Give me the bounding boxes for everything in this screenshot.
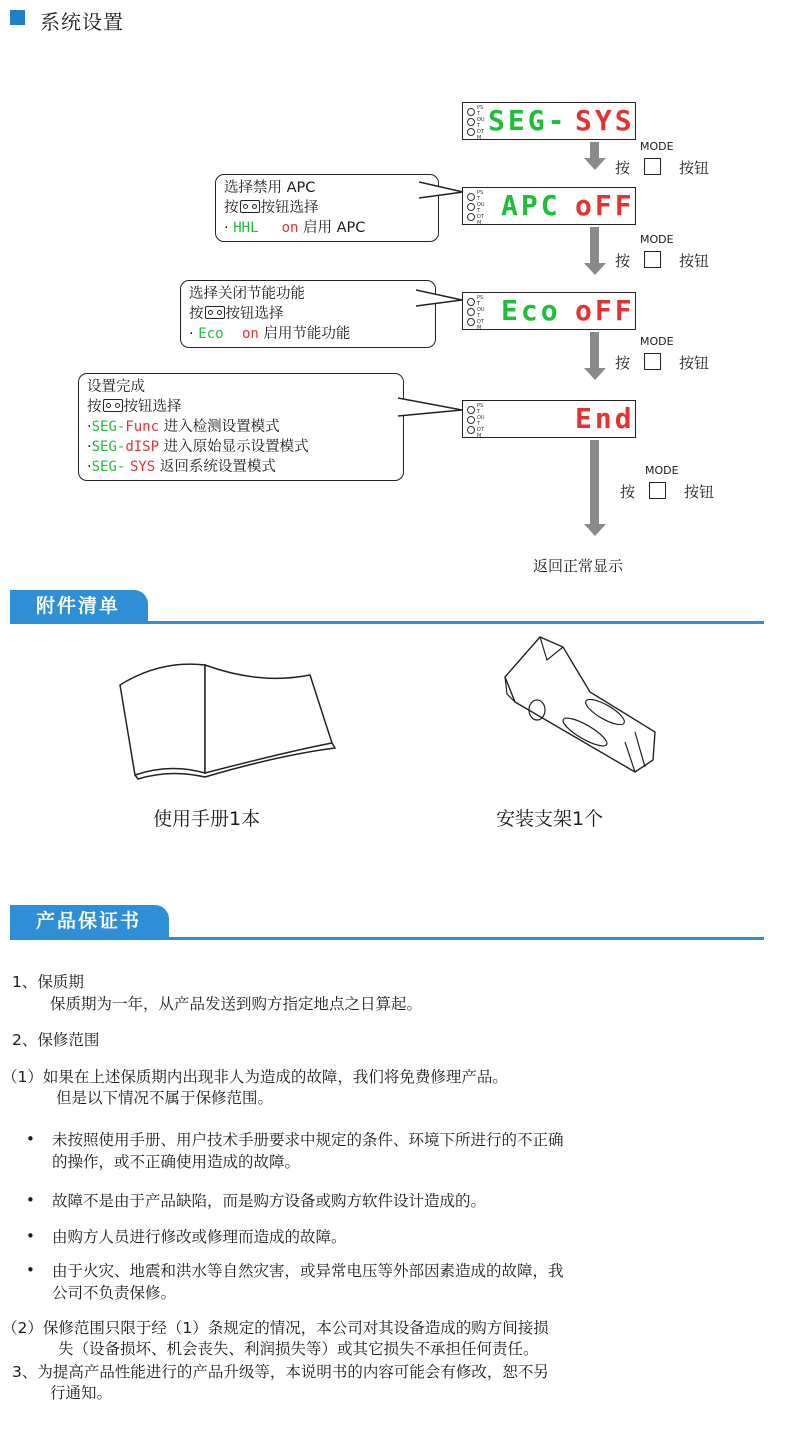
button-label: 按钮 [679,252,710,270]
warranty-bullet1-line2: 的操作，或不正确使用造成的故障。 [52,1153,301,1171]
select-label: 按钮选择 [225,306,284,322]
button-label: 按钮 [679,354,710,372]
indicator-leds [467,193,475,223]
panel-right-text: End [575,402,635,435]
section-marker [10,10,25,25]
warranty-bullet2: 故障不是由于产品缺陷，而是购方设备或购方软件设计造成的。 [52,1192,487,1210]
button-label: 按钮 [684,483,715,501]
seg-on-text: on [281,220,299,236]
option-label: 进入原始显示设置模式 [163,439,309,455]
press-label: 按 [87,399,102,415]
mode-label: MODE [645,464,679,477]
press-label: 按 [615,252,631,270]
press-mode-instruction [615,233,710,271]
indicator-leds [467,108,475,138]
manual-book-icon [110,655,340,780]
section-divider [10,937,764,940]
press-label: 按 [620,483,636,501]
option-label: 返回系统设置模式 [159,459,276,475]
bracket-caption: 安装支架1个 [496,808,604,830]
display-panel-eco-off [462,292,636,330]
section-title: 系统设置 [40,10,124,34]
led-labels: PST OUT DTM [477,105,485,141]
indicator-leds [467,298,475,328]
bullet-icon: • [26,1227,35,1245]
option-label: 进入检测设置模式 [163,419,280,435]
callout-title: 设置完成 [87,379,145,395]
bullet-icon: • [26,1191,35,1209]
seg-text: Eco [198,326,224,342]
return-normal-display: 返回正常显示 [533,557,624,575]
manual-caption: 使用手册1本 [153,808,261,830]
press-label: 按 [615,354,631,372]
callout-pointer [398,396,464,418]
display-panel-end [462,400,636,438]
display-panel-seg-sys [462,102,636,140]
updown-button-icon [205,306,225,319]
callout-apc: 选择禁用 APC 按 按钮选择 · HHL on 启用 APC [215,174,439,242]
panel-right-text: oFF [575,294,635,327]
warranty-p1-body: 保质期为一年，从产品发送到购方指定地点之日算起。 [50,995,423,1013]
seg-text: SEG- [91,459,126,475]
warranty-header: 产品保证书 [10,905,169,937]
callout-title: 选择关闭节能功能 [189,286,305,302]
warranty-p2-2-line2: 失（设备损坏、机会丧失、利润损失等）或其它损失不承担任何责任。 [58,1340,539,1358]
mode-button-icon [644,251,661,268]
panel-left-text: Eco [501,294,561,327]
led-labels: PST OUT DTM [477,403,485,439]
panel-right-text: SYS [575,104,635,137]
updown-button-icon [103,399,123,412]
panel-left-text: APC [501,189,561,222]
mode-label: MODE [640,140,674,153]
press-label: 按 [615,159,631,177]
press-label: 按 [189,306,204,322]
callout-end [78,373,404,481]
warranty-bullet3: 由购方人员进行修改或修理而造成的故障。 [52,1228,347,1246]
warranty-p2-1-line2: 但是以下情况不属于保修范围。 [56,1089,274,1107]
warranty-bullet4-line2: 公司不负责保修。 [52,1284,177,1302]
press-mode-instruction [615,140,710,178]
press-label: 按 [224,200,239,216]
press-mode-instruction [620,464,715,502]
led-labels: PST OUT DTM [477,295,485,331]
button-label: 按钮 [679,159,710,177]
seg-on-text: on [241,326,259,342]
option-disp: ·SEG-dISP 进入原始显示设置模式 [87,439,309,455]
mounting-bracket-icon [495,632,665,777]
panel-left-text: SEG- [488,104,568,137]
select-label: 按钮选择 [260,200,319,216]
warranty-p2-title: 2、保修范围 [12,1031,100,1049]
mode-button-icon [649,482,666,499]
seg-text: SEG- [91,419,126,435]
option-sys: ·SEG- SYS 返回系统设置模式 [87,459,276,475]
seg-text: SEG- [91,439,126,455]
warranty-bullet4-line1: 由于火灾、地震和洪水等自然灾害，或异常电压等外部因素造成的故障，我 [52,1262,564,1280]
seg-text: HHL [233,220,259,236]
callout-pointer [419,180,465,200]
callout-eco: 选择关闭节能功能 按 按钮选择 · Eco on 启用节能功能 [180,280,436,348]
warranty-p3-line1: 3、为提高产品性能进行的产品升级等，本说明书的内容可能会有修改，恕不另 [12,1363,549,1381]
warranty-p2-1-line1: （1）如果在上述保质期内出现非人为造成的故障，我们将免费修理产品。 [2,1068,508,1086]
mode-button-icon [644,158,661,175]
seg-text: dISP [125,439,160,455]
callout-pointer [416,288,464,308]
mode-label: MODE [640,233,674,246]
callout-option: 启用节能功能 [263,326,351,342]
updown-button-icon [240,200,260,213]
indicator-leds [467,406,475,436]
mode-button-icon [644,353,661,370]
select-label: 按钮选择 [123,399,182,415]
warranty-bullet1-line1: 未按照使用手册、用户技术手册要求中规定的条件、环境下所进行的不正确 [52,1131,564,1149]
panel-right-text: oFF [575,189,635,222]
mode-label: MODE [640,335,674,348]
display-panel-apc-off [462,187,636,225]
accessories-header: 附件清单 [10,590,148,622]
warranty-p1-title: 1、保质期 [12,973,84,991]
option-func: ·SEG-Func 进入检测设置模式 [87,419,280,435]
section-divider [10,621,764,624]
bullet-icon: • [26,1130,35,1148]
press-mode-instruction [615,335,710,373]
seg-text: Func [125,419,160,435]
warranty-p3-line2: 行通知。 [50,1384,113,1402]
warranty-p2-2-line1: （2）保修范围只限于经（1）条规定的情况，本公司对其设备造成的购方间接损 [2,1319,549,1337]
callout-title: 选择禁用 APC [224,180,316,196]
bullet-icon: • [26,1261,35,1279]
seg-text: SYS [129,459,156,475]
callout-option: 启用 APC [303,220,366,236]
led-labels: PST OUT DTM [477,190,485,226]
